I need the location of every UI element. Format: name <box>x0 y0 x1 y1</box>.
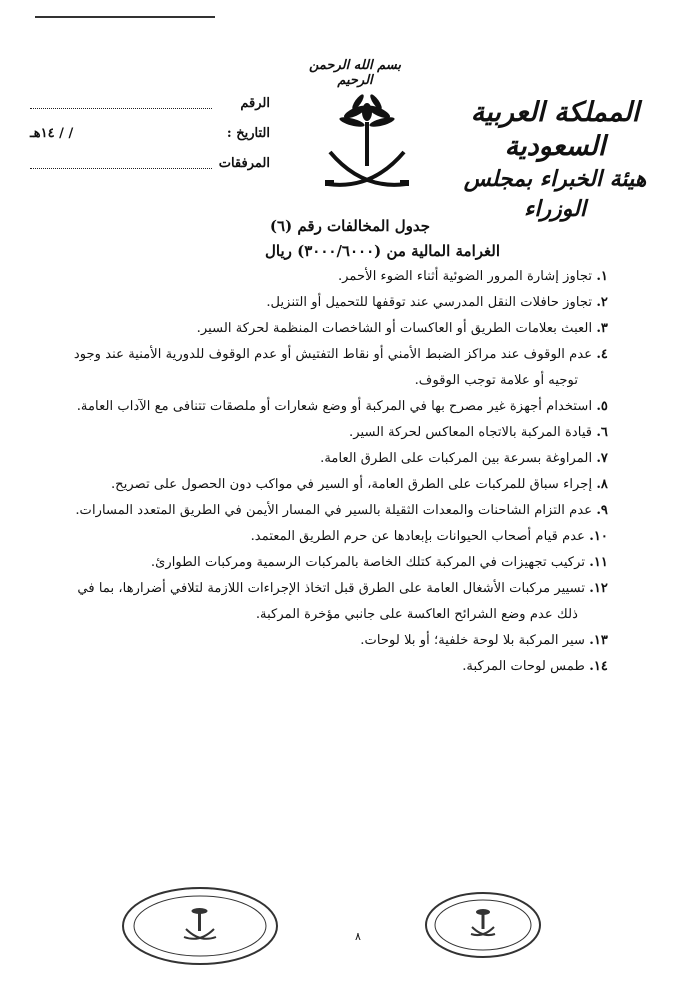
list-item: ١١. تركيب تجهيزات في المركبة كتلك الخاصة بالمركبات الرسمية ومركبات الطوارئ. <box>150 555 608 570</box>
list-item: ١٢. تسيير مركبات الأشغال العامة على الطرق قبل اتخاذ الإجراءات اللازمة لتلافي أضرارها، بما في ذلك عدم وضع الشرائح العاكسة على جانبي مؤخرة المركبة. <box>77 581 608 622</box>
ref-field <box>30 108 212 109</box>
basmala: بسم الله الرحمن الرحيم <box>309 58 401 88</box>
document-title: جدول المخالفات رقم (٦) <box>269 217 431 235</box>
page-number: ٨ <box>355 930 361 943</box>
list-item: ١٤. طمس لوحات المركبة. <box>462 659 608 674</box>
list-item: ٧. المراوغة بسرعة بين المركبات على الطرق العامة. <box>320 451 608 466</box>
saudi-emblem-icon <box>322 92 412 192</box>
violations-list <box>28 264 608 680</box>
list-item: ٨. إجراء سباق للمركبات على الطرق العامة، أو السير في مواكب دون الحصول على تصريح. <box>110 477 608 492</box>
list-item: ٩. عدم التزام الشاحنات والمعدات الثقيلة بالسير في المسار الأيمن في الطريق المتعدد المسارات. <box>75 503 608 518</box>
ref-label: الرقم <box>240 96 270 111</box>
document-metadata <box>30 96 270 186</box>
document-subtitle: الغرامة المالية من (٣٠٠٠/٦٠٠٠) ريال <box>265 242 500 260</box>
org-line-2: هيئة الخبراء بمجلس الوزراء <box>463 166 647 222</box>
attachments-field <box>30 168 212 169</box>
list-item: ٥. استخدام أجهزة غير مصرح بها في المركبة أو وضع شعارات أو ملصقات تتنافى مع الآداب العامة. <box>76 399 608 414</box>
list-item: ١٣. سير المركبة بلا لوحة خلفية؛ أو بلا لوحات. <box>360 633 608 648</box>
official-seal-right <box>423 890 543 960</box>
date-value: / / ١٤هـ <box>30 126 74 141</box>
official-seal-left <box>120 885 280 967</box>
list-item: ٦. قيادة المركبة بالاتجاه المعاكس لحركة السير. <box>349 425 608 440</box>
letterhead-organization <box>440 96 670 224</box>
list-item: ١٠. عدم قيام أصحاب الحيوانات بإبعادها عن حرم الطريق المعتمد. <box>250 529 608 544</box>
top-rule <box>35 16 215 18</box>
list-item: ٤. عدم الوقوف عند مراكز الضبط الأمني أو نقاط التفتيش أو عدم الوقوف للدورية الأمنية عند وجود توجيه أو علامة توجب الوقوف. <box>73 347 608 388</box>
list-item: ٣. العبث بعلامات الطريق أو العاكسات أو الشاخصات المنظمة لحركة السير. <box>196 321 608 336</box>
date-label: التاريخ : <box>226 126 270 141</box>
list-item: ٢. تجاوز حافلات النقل المدرسي عند توقفها للتحميل أو التنزيل. <box>266 295 608 310</box>
attachments-label: المرفقات <box>218 156 270 171</box>
list-item: ١. تجاوز إشارة المرور الضوئية أثناء الضوء الأحمر. <box>337 269 608 284</box>
org-line-1: المملكة العربية السعودية <box>470 97 640 162</box>
